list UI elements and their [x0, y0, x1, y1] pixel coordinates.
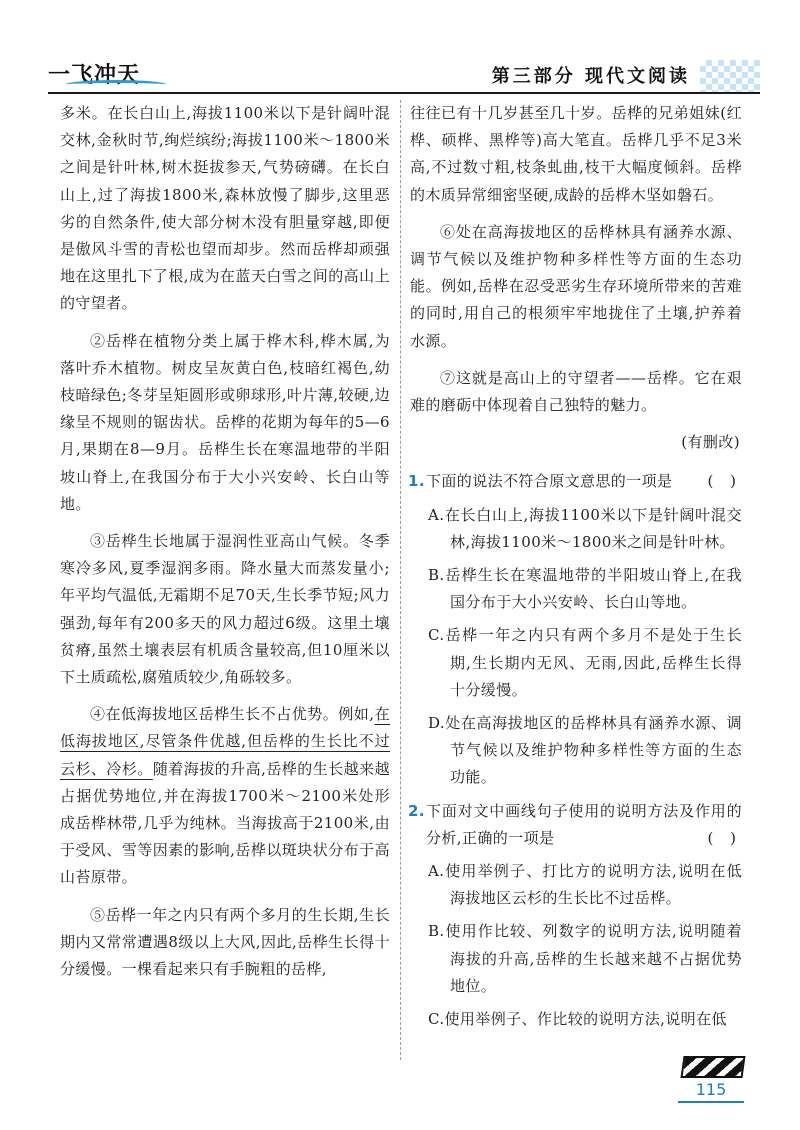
brand-swoosh-icon [66, 80, 166, 89]
brand-text: 一飞冲天 [48, 63, 141, 88]
option-a[interactable]: A.在长白山上,海拔1100米以下是针阔叶混交林,海拔1100米～1800米之间是针叶林。 [428, 505, 742, 551]
section-title: 第三部分 现代文阅读 [491, 66, 690, 87]
question-1 [410, 468, 742, 791]
option-a[interactable]: A.使用举例子、打比方的说明方法,说明在低海拔地区云杉的生长比不过岳桦。 [428, 862, 742, 908]
checker-pattern-icon [700, 60, 760, 92]
paragraph-1-continued: 多米。在长白山上,海拔1100米以下是针阔叶混交林,金秋时节,绚烂缤纷;海拔1100米～1800米之间是针叶林,树木挺拔参天,气势磅礴。在长白山上,过了海拔1800米,森林放慢了脚步,这里恶劣的自然条件,使大部分树木没有胆量穿越,即便是傲风斗雪的青松也望而却步。然而岳桦却顽强地在这里扎下了根,成为在蓝天白雪之间的高山上的守望者。 [60, 104, 390, 313]
left-column [60, 100, 390, 993]
question-2 [410, 798, 742, 1034]
question-2-text: 下面对文中画线句子使用的说明方法及作用的分析,正确的一项是 [426, 801, 742, 847]
question-2-number: 2. [408, 801, 425, 820]
question-1-number: 1. [408, 472, 425, 491]
header-rule [48, 92, 760, 94]
right-column [410, 100, 742, 1039]
underlined-sentence: 在低海拔地区,尽管条件优越,但岳桦的生长比不过云杉、冷杉。 [60, 705, 391, 778]
paragraph-6: ⑥处在高海拔地区的岳桦林具有涵养水源、调节气候以及维护物种多样性等方面的生态功能。例如,岳桦在忍受恶劣生存环境所带来的苦难的同时,用自己的根须牢牢地拢住了土壤,护养着水源。 [410, 222, 742, 350]
paragraph-4 [60, 701, 390, 891]
paragraph-5: ⑤岳桦一年之内只有两个多月的生长期,生长期内又常常遭遇8级以上大风,因此,岳桦生长得十分缓慢。一棵看起来只有手腕粗的岳桦, [60, 905, 390, 979]
option-d[interactable]: D.处在高海拔地区的岳桦林具有涵养水源、调节气候以及维护物种多样性等方面的生态功能。 [428, 714, 742, 787]
paragraph-4-rest: 随着海拔的升高,岳桦的生长越来越占据优势地位,并在海拔1700米～2100米处形成岳桦林带,几乎为纯林。当海拔高于2100米,由于受风、雪等因素的影响,岳桦以斑块状分布于高山苔原带。 [60, 759, 390, 887]
page-number: 115 [678, 1080, 744, 1103]
question-1-stem [410, 468, 742, 495]
page-header [0, 0, 800, 100]
brand-logo [48, 58, 140, 89]
answer-blank[interactable]: ( ) [707, 828, 742, 847]
option-b[interactable]: B.岳桦生长在寒温地带的半阳坡山脊上,在我国分布于大小兴安岭、长白山等地。 [428, 566, 742, 612]
paragraph-3: ③岳桦生长地属于湿润性亚高山气候。冬季寒冷多风,夏季湿润多雨。降水量大而蒸发量小;年平均气温低,无霜期不足70天,生长季节短;风力强劲,每年有200多天的风力超过6级。这里土壤贫瘠,虽然土壤表层有机质含量较高,但10厘米以下土质疏松,腐殖质较少,角砾较多。 [60, 532, 390, 687]
option-c[interactable]: C.岳桦一年之内只有两个多月不是处于生长期,生长期内无风、无雨,因此,岳桦生长得十分缓慢。 [428, 626, 742, 699]
question-2-stem [410, 798, 742, 852]
page-number-badge [678, 1056, 748, 1108]
paragraph-4-lead: ④在低海拔地区岳桦生长不占优势。例如, [90, 705, 375, 724]
paragraph-7: ⑦这就是高山上的守望者——岳桦。它在艰难的磨砺中体现着自己独特的魅力。 [410, 368, 742, 415]
option-b[interactable]: B.使用作比较、列数字的说明方法,说明随着海拔的升高,岳桦的生长越来越不占据优势地位。 [428, 922, 742, 995]
option-c[interactable]: C.使用举例子、作比较的说明方法,说明在低 [428, 1010, 727, 1029]
answer-blank[interactable]: ( ) [707, 472, 742, 491]
column-divider [400, 100, 401, 1060]
film-strip-icon [680, 1056, 745, 1078]
paragraph-2: ②岳桦在植物分类上属于桦木科,桦木属,为落叶乔木植物。树皮呈灰黄白色,枝暗红褐色,幼枝暗绿色;冬芽呈矩圆形或卵球形,叶片薄,较硬,边缘呈不规则的锯齿状。岳桦的花期为每年的5—6月,果期在8—9月。岳桦生长在寒温地带的半阳坡山脊上,在我国分布于大小兴安岭、长白山等地。 [60, 331, 390, 513]
paragraph-5-continued: 往往已有十几岁甚至几十岁。岳桦的兄弟姐妹(红桦、硕桦、黑桦等)高大笔直。岳桦几乎不足3米高,不过数寸粗,枝条虬曲,枝干大幅度倾斜。岳桦的木质异常细密坚硬,成龄的岳桦木坚如磐石。 [410, 104, 742, 204]
source-note: (有删改) [681, 433, 740, 452]
question-1-text: 下面的说法不符合原文意思的一项是 [426, 472, 673, 491]
